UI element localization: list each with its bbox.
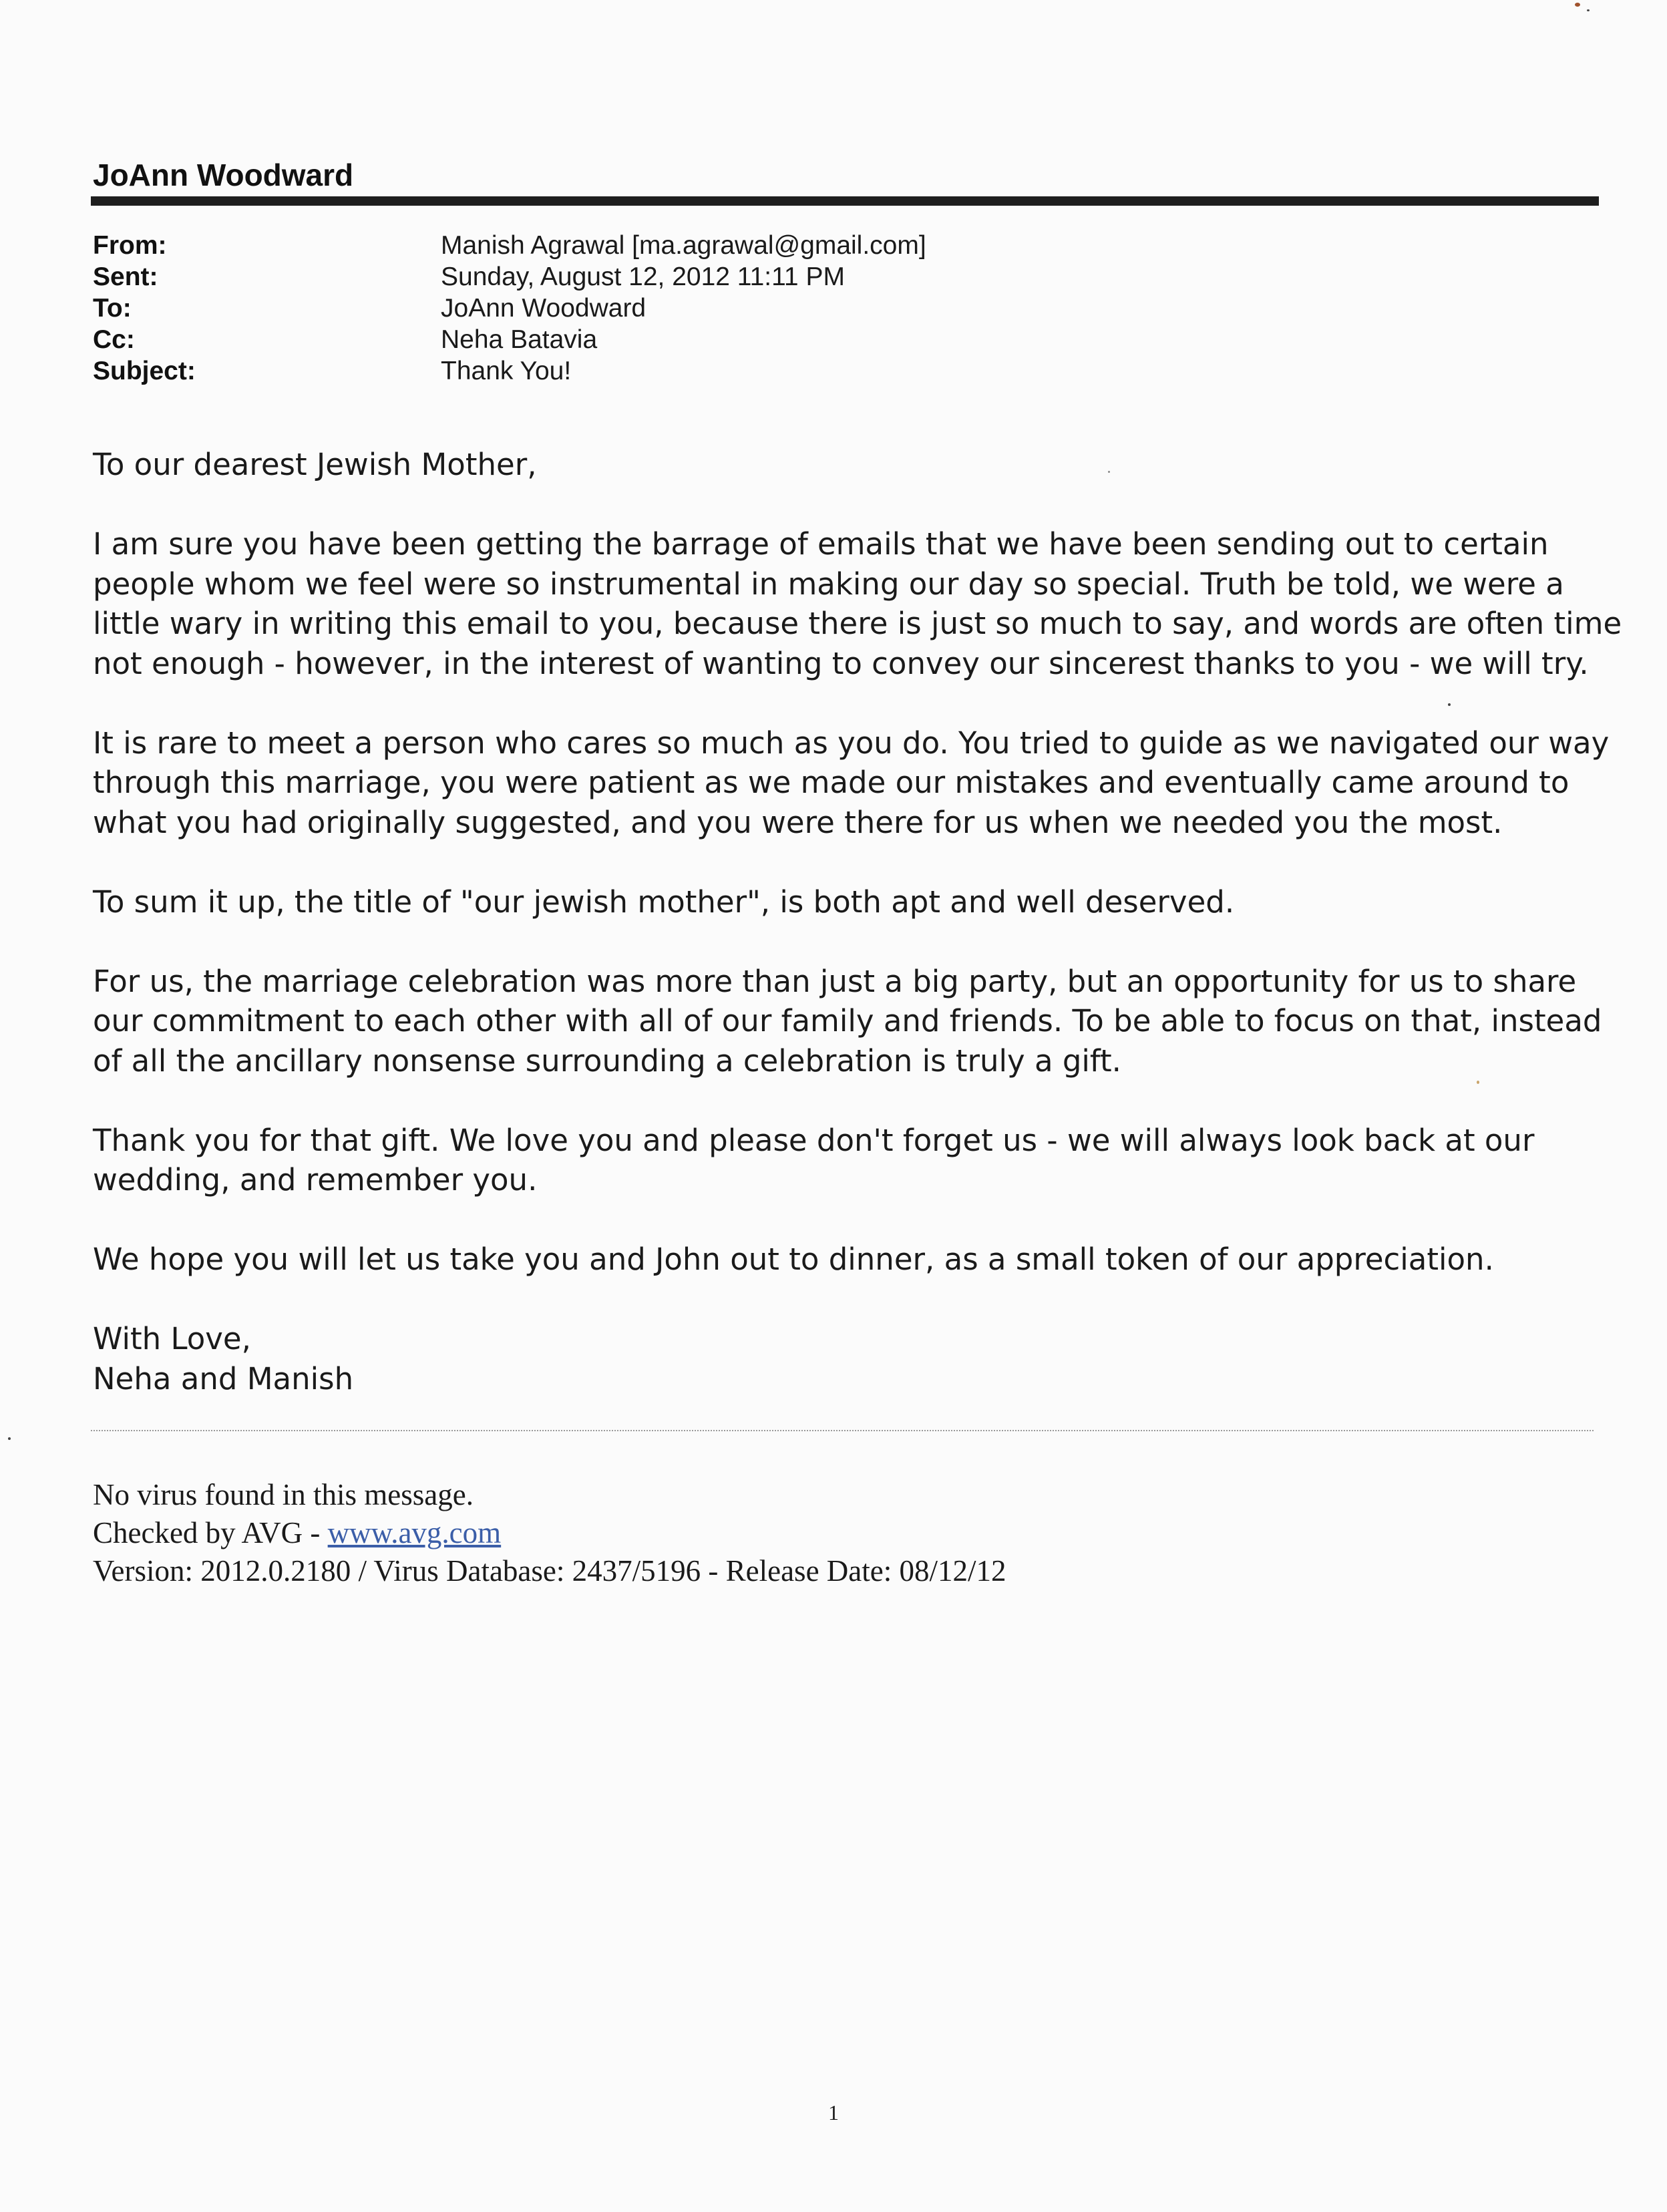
body-line: Thank you for that gift. We love you and please don't forget us - we will always look back at our — [93, 1122, 1535, 1158]
signature-line: Neha and Manish — [93, 1360, 354, 1397]
checked-by-prefix: Checked by AVG - — [93, 1516, 328, 1549]
email-body — [93, 445, 1622, 1399]
header-divider-rule — [91, 196, 1599, 206]
subject-value: Thank You! — [441, 357, 572, 385]
scan-speck — [8, 1437, 11, 1440]
mailbox-owner-name: JoAnn Woodward — [93, 158, 354, 192]
scan-speck — [1575, 3, 1580, 7]
body-line: through this marriage, you were patient as we made our mistakes and eventually came around to — [93, 765, 1569, 800]
body-line: not enough - however, in the interest of wanting to convey our sincerest thanks to you - we will try. — [93, 645, 1589, 681]
body-line: little wary in writing this email to you, because there is just so much to say, and words are often time — [93, 606, 1622, 641]
dotted-separator — [91, 1430, 1594, 1431]
body-line: For us, the marriage celebration was more than just a big party, but an opportunity for us to share — [93, 963, 1577, 999]
scan-speck — [1477, 1081, 1479, 1084]
to-value: JoAnn Woodward — [441, 294, 646, 323]
from-value: Manish Agrawal [ma.agrawal@gmail.com] — [441, 231, 926, 260]
body-line: our commitment to each other with all of our family and friends. To be able to focus on that, instead — [93, 1003, 1602, 1039]
body-paragraph-6 — [93, 1240, 1616, 1280]
scan-speck — [1108, 471, 1110, 473]
cc-label: Cc: — [93, 325, 135, 354]
antivirus-notice — [93, 1476, 1006, 1590]
body-paragraph-2 — [93, 723, 1616, 843]
sent-label: Sent: — [93, 262, 158, 291]
email-signoff — [93, 1319, 1616, 1399]
body-line: of all the ancillary nonsense surrounding a celebration is truly a gift. — [93, 1043, 1121, 1079]
body-line: We hope you will let us take you and John out to dinner, as a small token of our appreciation. — [93, 1242, 1494, 1277]
body-line: what you had originally suggested, and you were there for us when we needed you the most. — [93, 804, 1503, 840]
virus-status-line: No virus found in this message. — [93, 1478, 474, 1511]
virus-version-line: Version: 2012.0.2180 / Virus Database: 2437/5196 - Release Date: 08/12/12 — [93, 1554, 1006, 1588]
body-paragraph-1 — [93, 524, 1622, 683]
checked-by-line — [93, 1514, 1006, 1552]
scan-speck — [1587, 9, 1590, 11]
body-line: To sum it up, the title of "our jewish mother", is both apt and well deserved. — [93, 884, 1235, 920]
body-paragraph-3 — [93, 882, 1616, 922]
to-label: To: — [93, 294, 132, 323]
body-line: It is rare to meet a person who cares so much as you do. You tried to guide as we navigated our way — [93, 725, 1610, 761]
scan-speck — [1448, 703, 1451, 706]
body-line: wedding, and remember you. — [93, 1162, 538, 1197]
sent-value: Sunday, August 12, 2012 11:11 PM — [441, 262, 845, 291]
from-label: From: — [93, 231, 167, 260]
body-paragraph-4 — [93, 962, 1616, 1081]
body-line: people whom we feel were so instrumental in making our day so special. Truth be told, we were a — [93, 566, 1564, 602]
cc-value: Neha Batavia — [441, 325, 598, 354]
body-line: I am sure you have been getting the barrage of emails that we have been sending out to certain — [93, 526, 1549, 562]
avg-link[interactable]: www.avg.com — [327, 1516, 502, 1549]
closing-line: With Love, — [93, 1321, 251, 1356]
subject-label: Subject: — [93, 357, 196, 385]
page-number: 1 — [828, 2100, 839, 2125]
email-greeting: To our dearest Jewish Mother, — [93, 447, 537, 482]
body-paragraph-5 — [93, 1121, 1616, 1200]
